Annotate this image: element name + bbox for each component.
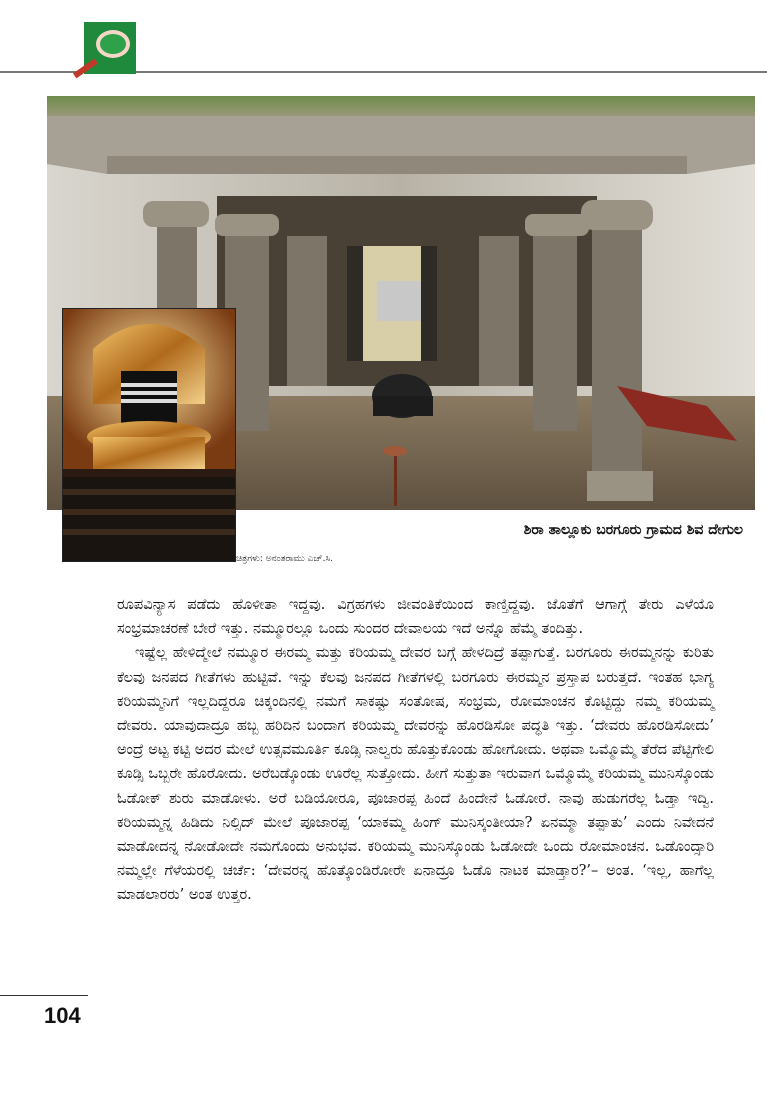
page-number: 104 <box>44 1003 81 1028</box>
photo-caption: ಶಿರಾ ತಾಲ್ಲೂಕು ಬರಗೂರು ಗ್ರಾಮದ ಶಿವ ದೇಗುಲ <box>523 522 743 538</box>
logo-lens <box>96 30 130 58</box>
magnifier-logo-icon <box>84 22 136 74</box>
paragraph: ಇಷ್ಟೆಲ್ಲ ಹೇಳಿದ್ಮೇಲೆ ನಮ್ಮೂರ ಈರಮ್ಮ ಮತ್ತು ಕರಿಯಮ್ಮ ದೇವರ ಬಗ್ಗೆ ಹೇಳದಿದ್ರೆ ತಪ್ಪಾಗುತ್ತೆ. ಬರಗೂರು ಈರಮ್ಮನನ್ನು ಕುರಿತು ಕೆಲವು ಜನಪದ ಗೀತೆಗಳು ಹುಟ್ಟಿವೆ. ಇನ್ನು ಕೆಲವು ಜನಪದ ಗೀತೆಗಳಲ್ಲಿ ಬರಗೂರು ಈರಮ್ಮನ ಪ್ರಸ್ತಾಪ ಬರುತ್ತದೆ. ಇಂತಹ ಭಾಗ್ಯ ಕರಿಯಮ್ಮನಿಗೆ ಇಲ್ಲದಿದ್ದರೂ ಚಿಕ್ಕಂದಿನಲ್ಲಿ ನಮಗೆ ಸಾಕಷ್ಟು ಸಂತೋಷ, ಸಂಭ್ರಮ, ರೋಮಾಂಚನ ಕೊಟ್ಟಿದ್ದು ನಮ್ಮ ಕರಿಯಮ್ಮ ದೇವರು. ಯಾವುದಾದ್ರೂ ಹಬ್ಬ ಹರಿದಿನ ಬಂದಾಗ ಕರಿಯಮ್ಮ ದೇವರನ್ನು ಹೊರಡಿಸೋ ಪದ್ಧತಿ ಇತ್ತು. ‘ದೇವರು ಹೊರಡಿಸೋದು’ ಅಂದ್ರೆ ಅಟ್ಟ ಕಟ್ಟಿ ಅದರ ಮೇಲೆ ಉತ್ಸವಮೂರ್ತಿ ಕೂಡ್ಸಿ ನಾಲ್ವರು ಹೊತ್ತುಕೊಂಡು ಹೋಗೋದು. ಅಥವಾ ಒಮ್ಮೊಮ್ಮೆ ತೆರೆದ ಪೆಟ್ಟಿಗೇಲಿ ಕೂಡ್ಸಿ ಒಬ್ಬರೇ ಹೊರೋದು. ಅರೆಬಡ್ಕೊಂಡು ಊರೆಲ್ಲ ಸುತ್ತೋದು. ಹೀಗೆ ಸುತ್ತುತಾ ಇರುವಾಗ ಒಮ್ಮೊಮ್ಮೆ ಕರಿಯಮ್ಮ ಮುನಿಸ್ಕೊಂಡು ಓಡೋಕ್ ಶುರು ಮಾಡೋಳು. ಅರೆ ಬಡಿಯೋರೂ, ಪೂಜಾರಪ್ಪ ಹಿಂದೆ ಹಿಂದೇನೆ ಓಡೋರೆ. ನಾವು ಹುಡುಗರೆಲ್ಲ ಓಡ್ತಾ ಇದ್ವಿ. ಕರಿಯಮ್ಮನ್ನ ಹಿಡಿದು ನಿಲ್ಸಿದ್ ಮೇಲೆ ಪೂಜಾರಪ್ಪ ‘ಯಾಕಮ್ಮ ಹಿಂಗ್ ಮುನಿಸ್ಕಂತೀಯಾ? ಏನಮ್ಮಾ ತಪ್ಪಾತು’ ಎಂದು ನಿವೇದನೆ ಮಾಡೋದನ್ನ ನೋಡೋದೇ ನಮಗೊಂದು ಅನುಭವ. ಕರಿಯಮ್ಮ ಮುನಿಸ್ಕೊಂಡು ಓಡೋದೇ ಒಂದು ರೋಮಾಂಚನ. ಒಡೊಂದ್ಸಾರಿ ನಮ್ಮಲ್ಲೇ ಗೆಳೆಯರಲ್ಲಿ ಚರ್ಚೆ: ‘ದೇವರನ್ನ ಹೊತ್ಕೊಂಡಿರೋರೇ ಏನಾದ್ರೂ ಓಡೊ ನಾಟಕ ಮಾಡ್ತಾರ?’– ಅಂತ. ‘ಇಲ್ಲ, ಹಾಗೆಲ್ಲ ಮಾಡಲಾರರು’ ಅಂತ ಉತ್ತರ. <box>117 645 714 904</box>
footer-rule <box>0 995 88 996</box>
logo-handle <box>73 59 98 79</box>
shiva-linga-photo <box>62 308 236 562</box>
photo-credit: ಚಿತ್ರಗಳು: ಅನಂತರಾಮು ಎಚ್.ಸಿ. <box>236 554 333 564</box>
paragraph: ರೂಪವಿನ್ಯಾಸ ಪಡೆದು ಹೊಳೀತಾ ಇದ್ದವು. ವಿಗ್ರಹಗಳು ಜೀವಂತಿಕೆಯಿಂದ ಕಾಣ್ತಿದ್ದವು. ಜೊತೆಗೆ ಆಗಾಗ್ಗೆ ತೇರು ಎಳೆಯೊ ಸಂಭ್ರಮಾಚರಣೆ ಬೇರೆ ಇತ್ತು. ನಮ್ಮೂರಲ್ಲೂ ಒಂದು ಸುಂದರ ದೇವಾಲಯ ಇದೆ ಅನ್ನೊ ಹೆಮ್ಮೆ ತಂದಿತ್ತು. <box>117 597 714 638</box>
article-body <box>117 593 714 908</box>
